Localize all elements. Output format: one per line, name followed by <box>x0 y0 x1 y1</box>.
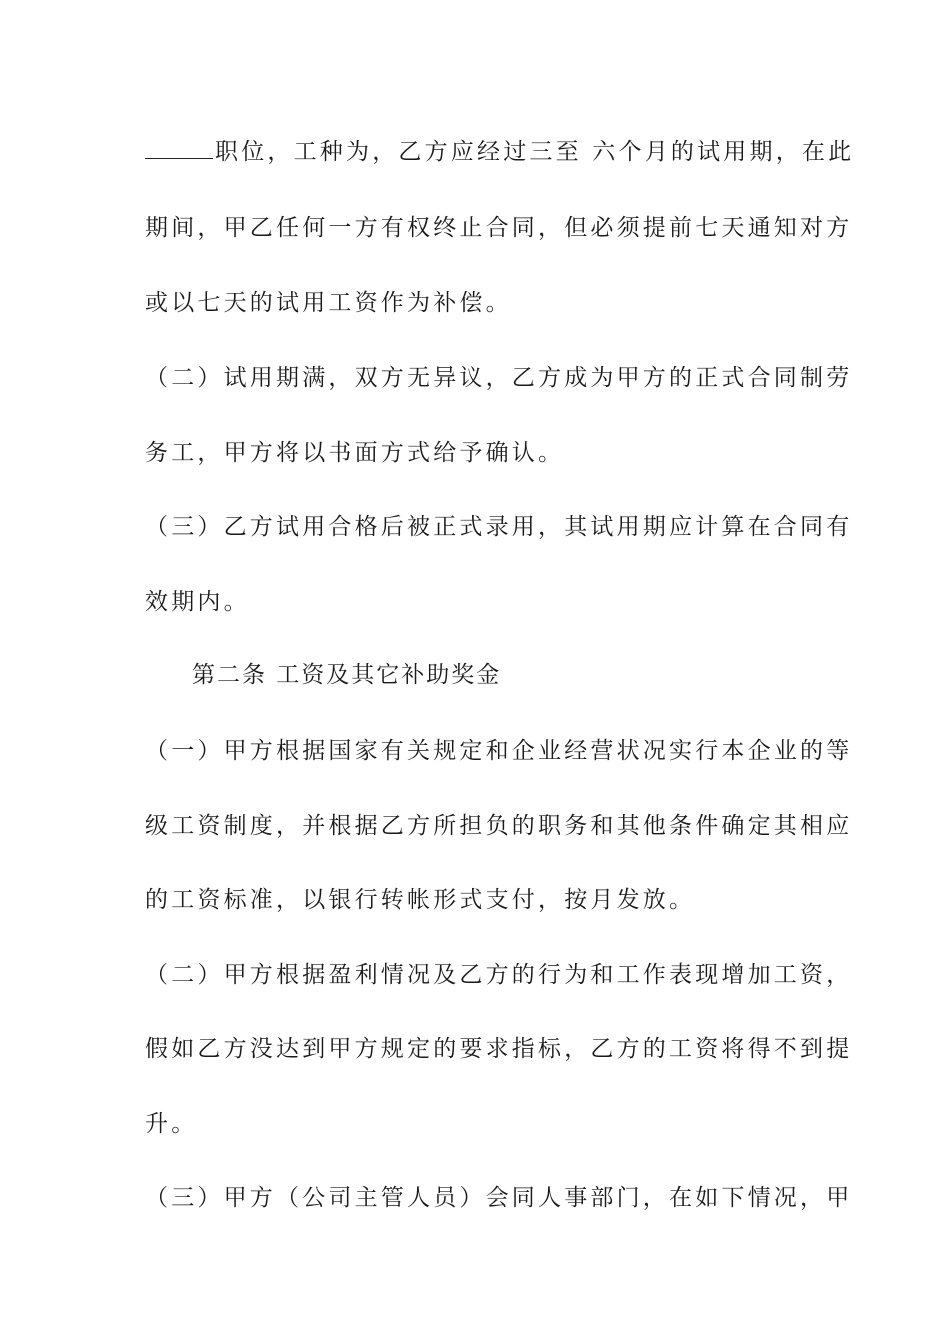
text-line-13: 假如乙方没达到甲方规定的要求指标，乙方的工资将得不到提 <box>145 1036 853 1062</box>
text-line-6: （三）乙方试用合格后被正式录用，其试用期应计算在合同有 <box>145 514 853 540</box>
text-line-15: （三）甲方（公司主管人员）会同人事部门，在如下情况，甲 <box>145 1185 853 1211</box>
text-line-10: 级工资制度，并根据乙方所担负的职务和其他条件确定其相应 <box>145 813 853 839</box>
text-line-5: 务工，甲方将以书面方式给予确认。 <box>145 440 565 466</box>
text-line-4: （二）试用期满，双方无异议，乙方成为甲方的正式合同制劳 <box>145 365 853 391</box>
section-heading: 第二条 工资及其它补助奖金 <box>192 662 502 688</box>
text-line-1: 职位，工种为，乙方应经过三至 六个月的试用期，在此 <box>145 137 810 167</box>
text-line-7: 效期内。 <box>145 589 250 615</box>
text-line-11: 的工资标准，以银行转帐形式支付，按月发放。 <box>145 887 696 913</box>
text-line-14: 升。 <box>145 1111 198 1137</box>
text-line-12: （二）甲方根据盈利情况及乙方的行为和工作表现增加工资， <box>145 962 853 988</box>
text-line-3: 或以七天的试用工资作为补偿。 <box>145 290 512 316</box>
text-line-9: （一）甲方根据国家有关规定和企业经营状况实行本企业的等 <box>145 738 853 764</box>
fill-in-blank <box>145 138 213 159</box>
text-line-2: 期间，甲乙任何一方有权终止合同，但必须提前七天通知对方 <box>145 215 853 241</box>
